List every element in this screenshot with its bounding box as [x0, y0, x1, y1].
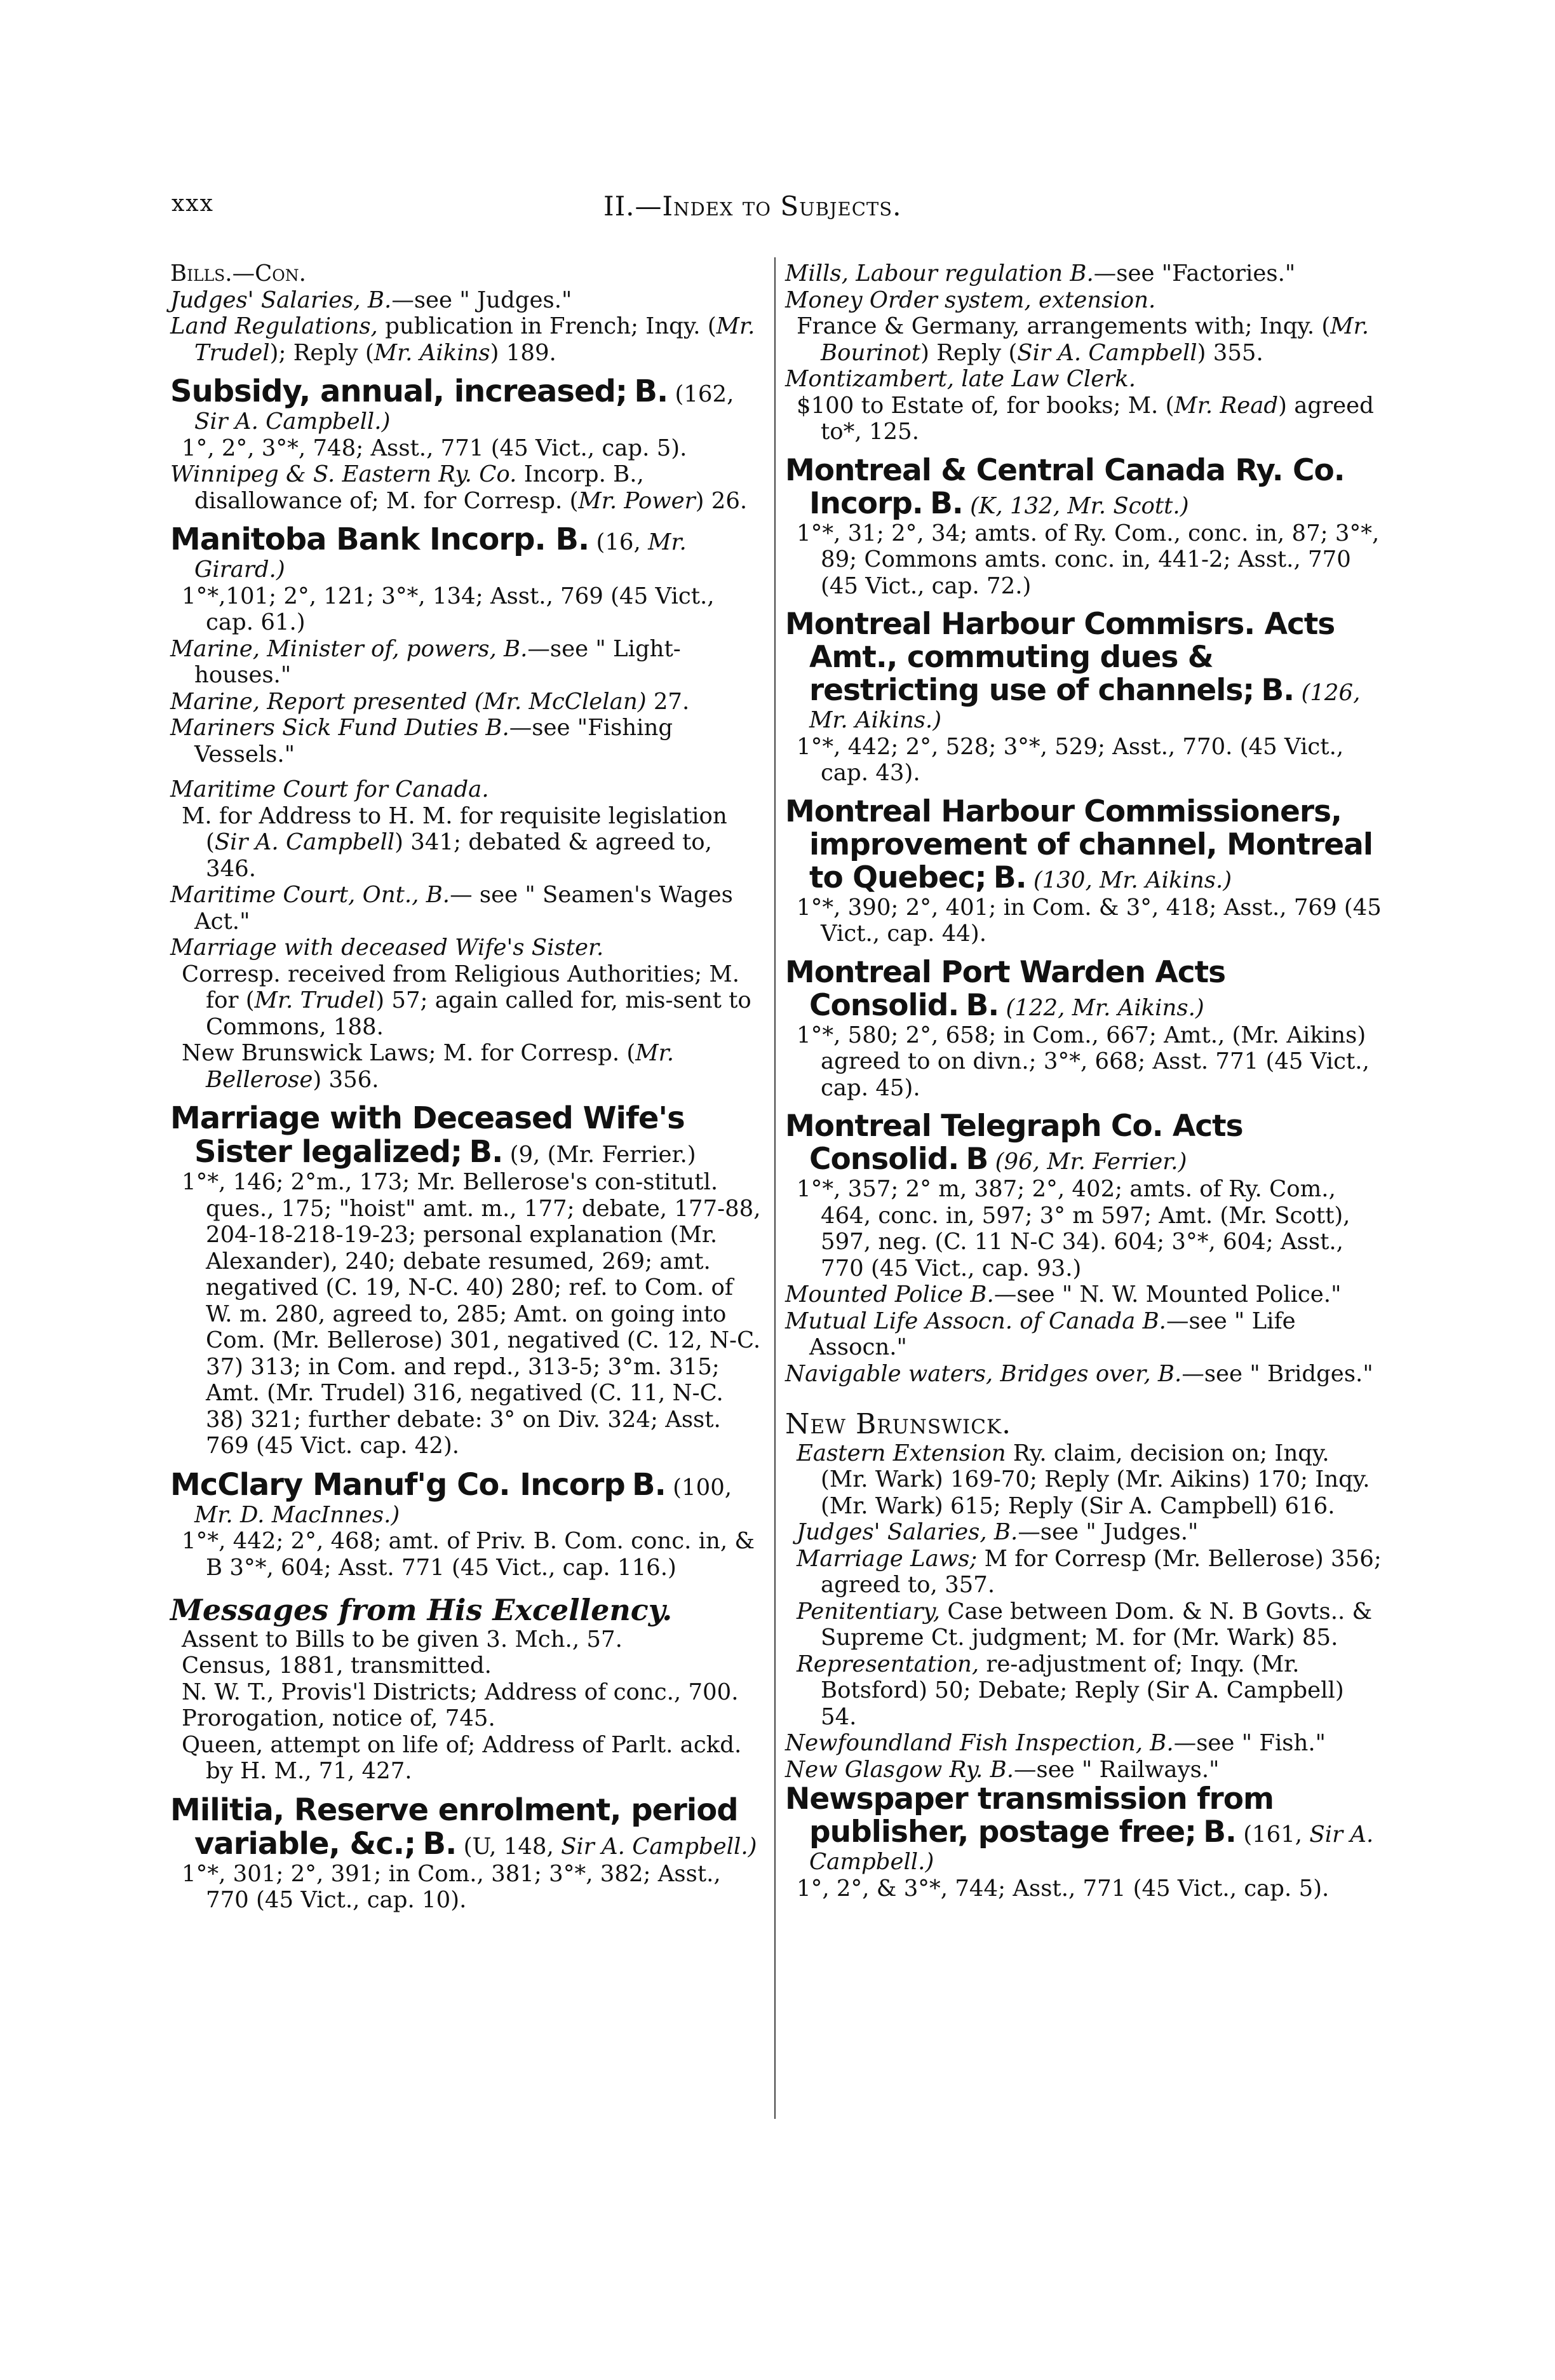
- index-entry-newspaper: Newspaper transmission from publisher, postage free; B. (161, Sir A. Campbell.): [785, 1782, 1374, 1875]
- index-entry-montreal-central: Montreal & Central Canada Ry. Co. Incorp. B. (K, 132, Mr. Scott.): [785, 452, 1345, 521]
- right-column: [785, 260, 1382, 1902]
- subsidy-readings: 1°, 2°, 3°*, 748; Asst., 771 (45 Vict., cap. 5).: [182, 435, 687, 461]
- message-prorogation: Prorogation, notice of, 745.: [182, 1705, 495, 1731]
- index-entry-maritime-court: Maritime Court for Canada.: [170, 776, 489, 802]
- running-header: [172, 191, 1378, 229]
- telegraph-readings: 1°*, 357; 2° m, 387; 2°, 402; amts. of Ry. Com., 464, conc. in, 597; 3° m 597; Amt. (Mr. Scott), 597, neg. (C. 11 N-C 34). 604; 3°*, 604; Asst., 770 (45 Vict., cap. 93.): [797, 1176, 1350, 1281]
- mcclary-readings: 1°*, 442; 2°, 468; amt. of Priv. B. Com. conc. in, & B 3°*, 604; Asst. 771 (45 Vict., cap. 116.): [182, 1528, 755, 1581]
- index-entry-maritime-court-ont: Maritime Court, Ont., B.— see " Seamen's Wages Act.": [170, 882, 733, 935]
- page-folio: xxx: [172, 191, 214, 217]
- port-warden-readings: 1°*, 580; 2°, 658; in Com., 667; Amt., (Mr. Aikins) agreed to on divn.; 3°*, 668; Asst. 771 (45 Vict., cap. 45).: [797, 1022, 1370, 1101]
- index-entry-port-warden: Montreal Port Warden Acts Consolid. B. (122, Mr. Aikins.): [785, 954, 1226, 1023]
- index-entry-manitoba-bank: Manitoba Bank Incorp. B. (16, Mr. Girard.): [170, 522, 687, 583]
- index-entry-mills: Mills, Labour regulation B.—see "Factories.": [785, 260, 1296, 287]
- bills-continued-heading: Bills.—Con.: [170, 260, 306, 287]
- running-title: II.—Index to Subjects.: [603, 191, 902, 222]
- index-entry-navigable-waters: Navigable waters, Bridges over, B.—see " Bridges.": [785, 1360, 1373, 1387]
- index-entry-marriage-bill: Marriage with Deceased Wife's Sister legalized; B. (9, (Mr. Ferrier.): [170, 1100, 696, 1170]
- message-queen: Queen, attempt on life of; Address of Parlt. ackd. by H. M., 71, 427.: [182, 1731, 742, 1784]
- newspaper-readings: 1°, 2°, & 3°*, 744; Asst., 771 (45 Vict., cap. 5).: [797, 1875, 1329, 1902]
- marriage-bill-readings: 1°*, 146; 2°m., 173; Mr. Bellerose's con-stitutl. ques., 175; "hoist" amt. m., 177; debate, 177-88, 204-18-218-19-23; personal explanation (Mr. Alexander), 240; debate resumed, 269; amt. negatived (C. 19, N-C. 40) 280; ref. to Com. of W. m. 280, agreed to, 285; Amt. on going into Com. (Mr. Bellerose) 301, negatived (C. 12, N-C. 37) 313; in Com. and repd., 313-5; 3°m. 315; Amt. (Mr. Trudel) 316, negatived (C. 11, N-C. 38) 321; further debate: 3° on Div. 324; Asst. 769 (45 Vict. cap. 42).: [182, 1169, 761, 1459]
- money-order-detail: France & Germany, arrangements with; Inqy. (Mr. Bourinot) Reply (Sir A. Campbell) 355.: [797, 313, 1370, 366]
- index-entry-montizambert: Montizambert, late Law Clerk.: [785, 366, 1136, 392]
- index-entry-money-order: Money Order system, extension.: [785, 287, 1156, 313]
- montreal-central-readings: 1°*, 31; 2°, 34; amts. of Ry. Com., conc. in, 87; 3°*, 89; Commons amts. conc. in, 441-2; Asst., 770 (45 Vict., cap. 72.): [797, 520, 1380, 599]
- index-entry-winnipeg: Winnipeg & S. Eastern Ry. Co. Incorp. B., disallowance of; M. for Corresp. (Mr. Power) 26.: [170, 461, 748, 514]
- message-assent: Assent to Bills to be given 3. Mch., 57.: [182, 1626, 623, 1653]
- marriage-correspondence: Corresp. received from Religious Authorities; M. for (Mr. Trudel) 57; again called for, mis-sent to Commons, 188.: [182, 961, 751, 1040]
- index-entry-telegraph: Montreal Telegraph Co. Acts Consolid. B (96, Mr. Ferrier.): [785, 1109, 1243, 1177]
- manitoba-readings: 1°*,101; 2°, 121; 3°*, 134; Asst., 769 (45 Vict., cap. 61.): [182, 583, 715, 635]
- militia-readings: 1°*, 301; 2°, 391; in Com., 381; 3°*, 382; Asst., 770 (45 Vict., cap. 10).: [182, 1860, 721, 1913]
- column-divider: [774, 257, 776, 2119]
- message-census: Census, 1881, transmitted.: [182, 1653, 492, 1679]
- message-nwt: N. W. T., Provis'l Districts; Address of conc., 700.: [182, 1679, 739, 1705]
- index-entry-harbour-improvement: Montreal Harbour Commissioners, improvement of channel, Montreal to Quebec; B. (130, Mr. Aikins.): [785, 794, 1373, 895]
- messages-heading: Messages from His Excellency.: [170, 1593, 673, 1627]
- index-entry-subsidy: Subsidy, annual, increased; B. (162, Sir A. Campbell.): [170, 374, 734, 435]
- left-column: [170, 260, 764, 1914]
- montizambert-detail: $100 to Estate of, for books; M. (Mr. Read) agreed to*, 125.: [797, 392, 1374, 445]
- index-entry-militia: Militia, Reserve enrolment, period variable, &c.; B. (U, 148, Sir A. Campbell.): [170, 1792, 757, 1862]
- marriage-nb-laws: New Brunswick Laws; M. for Corresp. (Mr. Bellerose) 356.: [182, 1040, 675, 1093]
- index-entry-marriage-deceased: Marriage with deceased Wife's Sister.: [170, 935, 604, 961]
- index-entry-marine-minister: Marine, Minister of, powers, B.—see " Light-houses.": [170, 635, 681, 688]
- index-entry-newfoundland-fish: Newfoundland Fish Inspection, B.—see " Fish.": [785, 1730, 1326, 1756]
- index-entry-land-regulations: Land Regulations, publication in French; Inqy. (Mr. Trudel); Reply (Mr. Aikins) 189.: [170, 313, 755, 366]
- index-entry-mariners-fund: Mariners Sick Fund Duties B.—see "Fishing Vessels.": [170, 715, 673, 767]
- index-entry-marine-report: Marine, Report presented (Mr. McClelan) 27.: [170, 688, 690, 715]
- index-entry-new-glasgow: New Glasgow Ry. B.—see " Railways.": [785, 1756, 1220, 1783]
- harbour-improvement-readings: 1°*, 390; 2°, 401; in Com. & 3°, 418; Asst., 769 (45 Vict., cap. 44).: [797, 894, 1382, 947]
- nb-marriage-laws: Marriage Laws; M for Corresp (Mr. Bellerose) 356; agreed to, 357.: [797, 1545, 1382, 1598]
- nb-judges-salaries: Judges' Salaries, B.—see " Judges.": [797, 1519, 1199, 1545]
- nb-representation: Representation, re-adjustment of; Inqy. (Mr. Botsford) 50; Debate; Reply (Sir A. Campbell) 54.: [797, 1651, 1344, 1730]
- nb-penitentiary: Penitentiary, Case between Dom. & N. B Govts.. & Supreme Ct. judgment; M. for (Mr. Wark) 85.: [797, 1598, 1373, 1651]
- index-entry-mutual-life: Mutual Life Assocn. of Canada B.—see " Life Assocn.": [785, 1308, 1296, 1360]
- new-brunswick-heading: New Brunswick.: [785, 1408, 1012, 1440]
- index-entry-judges: Judges' Salaries, B.—see " Judges.": [170, 287, 572, 313]
- harbour-commisrs-readings: 1°*, 442; 2°, 528; 3°*, 529; Asst., 770. (45 Vict., cap. 43).: [797, 733, 1344, 786]
- maritime-court-detail: M. for Address to H. M. for requisite legislation (Sir A. Campbell) 341; debated & agreed to, 346.: [182, 802, 727, 882]
- index-entry-mounted-police: Mounted Police B.—see " N. W. Mounted Police.": [785, 1281, 1342, 1308]
- nb-eastern-extension: Eastern Extension Ry. claim, decision on; Inqy. (Mr. Wark) 169-70; Reply (Mr. Aikins) 170; Inqy. (Mr. Wark) 615; Reply (Sir A. Campbell) 616.: [797, 1440, 1370, 1519]
- index-entry-mcclary: McClary Manuf'g Co. Incorp B. (100, Mr. D. MacInnes.): [170, 1466, 732, 1528]
- index-entry-harbour-commisrs: Montreal Harbour Commisrs. Acts Amt., commuting dues & restricting use of channels; B. (126, Mr. Aikins.): [785, 607, 1361, 733]
